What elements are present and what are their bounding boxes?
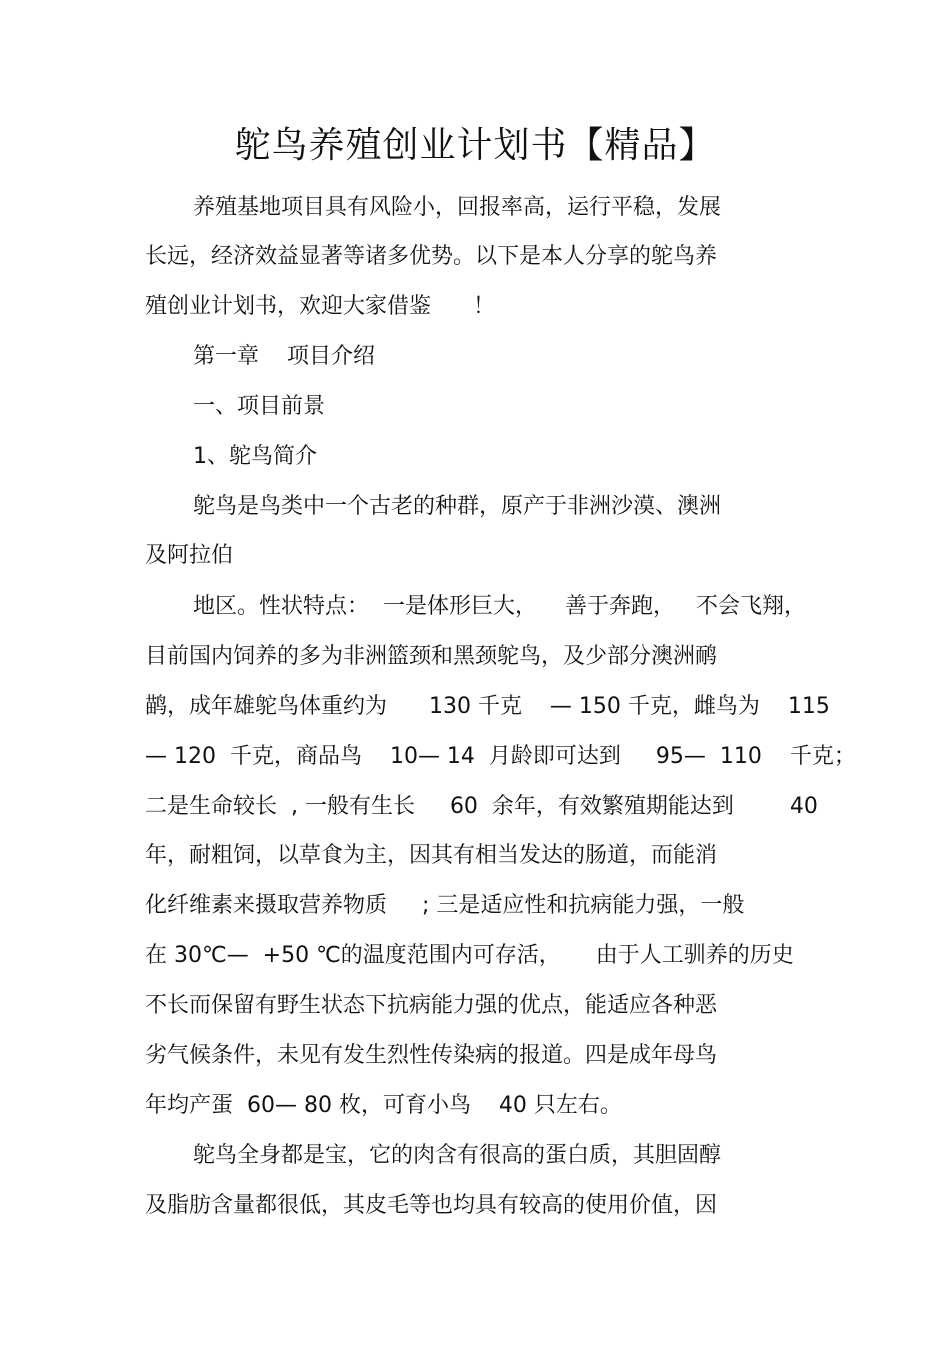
chapter-heading: 第一章 项目介绍 [193,344,375,369]
paragraph-line: 目前国内饲养的多为非洲篮颈和黑颈鸵鸟，及少部分澳洲鸸 [145,644,718,669]
paragraph-line: 鸵鸟是鸟类中一个古老的种群，原产于非洲沙漠、澳洲 [193,494,722,519]
paragraph-line: 长远，经济效益显著等诸多优势。以下是本人分享的鸵鸟养 [145,244,718,269]
paragraph-line: — 120 千克，商品鸟 10— 14 月龄即可达到 95— 110 千克； [145,744,856,769]
document-title: 鸵鸟养殖创业计划书【精品】 [234,125,716,166]
paragraph-line: 鸵鸟全身都是宝，它的肉含有很高的蛋白质，其胆固醇 [193,1143,722,1168]
paragraph-line: 劣气候条件，未见有发生烈性传染病的报道。四是成年母鸟 [145,1043,718,1068]
subsection-heading: 1、鸵鸟简介 [193,444,317,469]
paragraph-line: 二是生命较长 , 一般有生长 60 余年，有效繁殖期能达到 40 [145,794,818,819]
paragraph-line: 年均产蛋 60— 80 枚，可育小鸟 40 只左右。 [145,1093,622,1118]
paragraph-line: 年，耐粗饲，以草食为主，因其有相当发达的肠道，而能消 [145,843,718,868]
paragraph-line: 及脂肪含量都很低，其皮毛等也均具有较高的使用价值，因 [145,1193,718,1218]
paragraph-line: 鹋，成年雄鸵鸟体重约为 130 千克 — 150 千克，雌鸟为 115 [145,694,830,719]
paragraph-line: 养殖基地项目具有风险小，回报率高，运行平稳，发展 [193,195,722,220]
paragraph-line: 殖创业计划书，欢迎大家借鉴 ！ [145,294,495,319]
section-heading: 一、项目前景 [193,394,326,419]
paragraph-line: 在 30℃— +50 ℃的温度范围内可存活， 由于人工驯养的历史 [145,943,794,968]
paragraph-line: 化纤维素来摄取营养物质 ; 三是适应性和抗病能力强，一般 [145,893,745,918]
paragraph-line: 及阿拉伯 [145,543,234,568]
paragraph-line: 地区。性状特点： 一是体形巨大， 善于奔跑， 不会飞翔， [193,594,806,619]
paragraph-line: 不长而保留有野生状态下抗病能力强的优点，能适应各种恶 [145,993,718,1018]
